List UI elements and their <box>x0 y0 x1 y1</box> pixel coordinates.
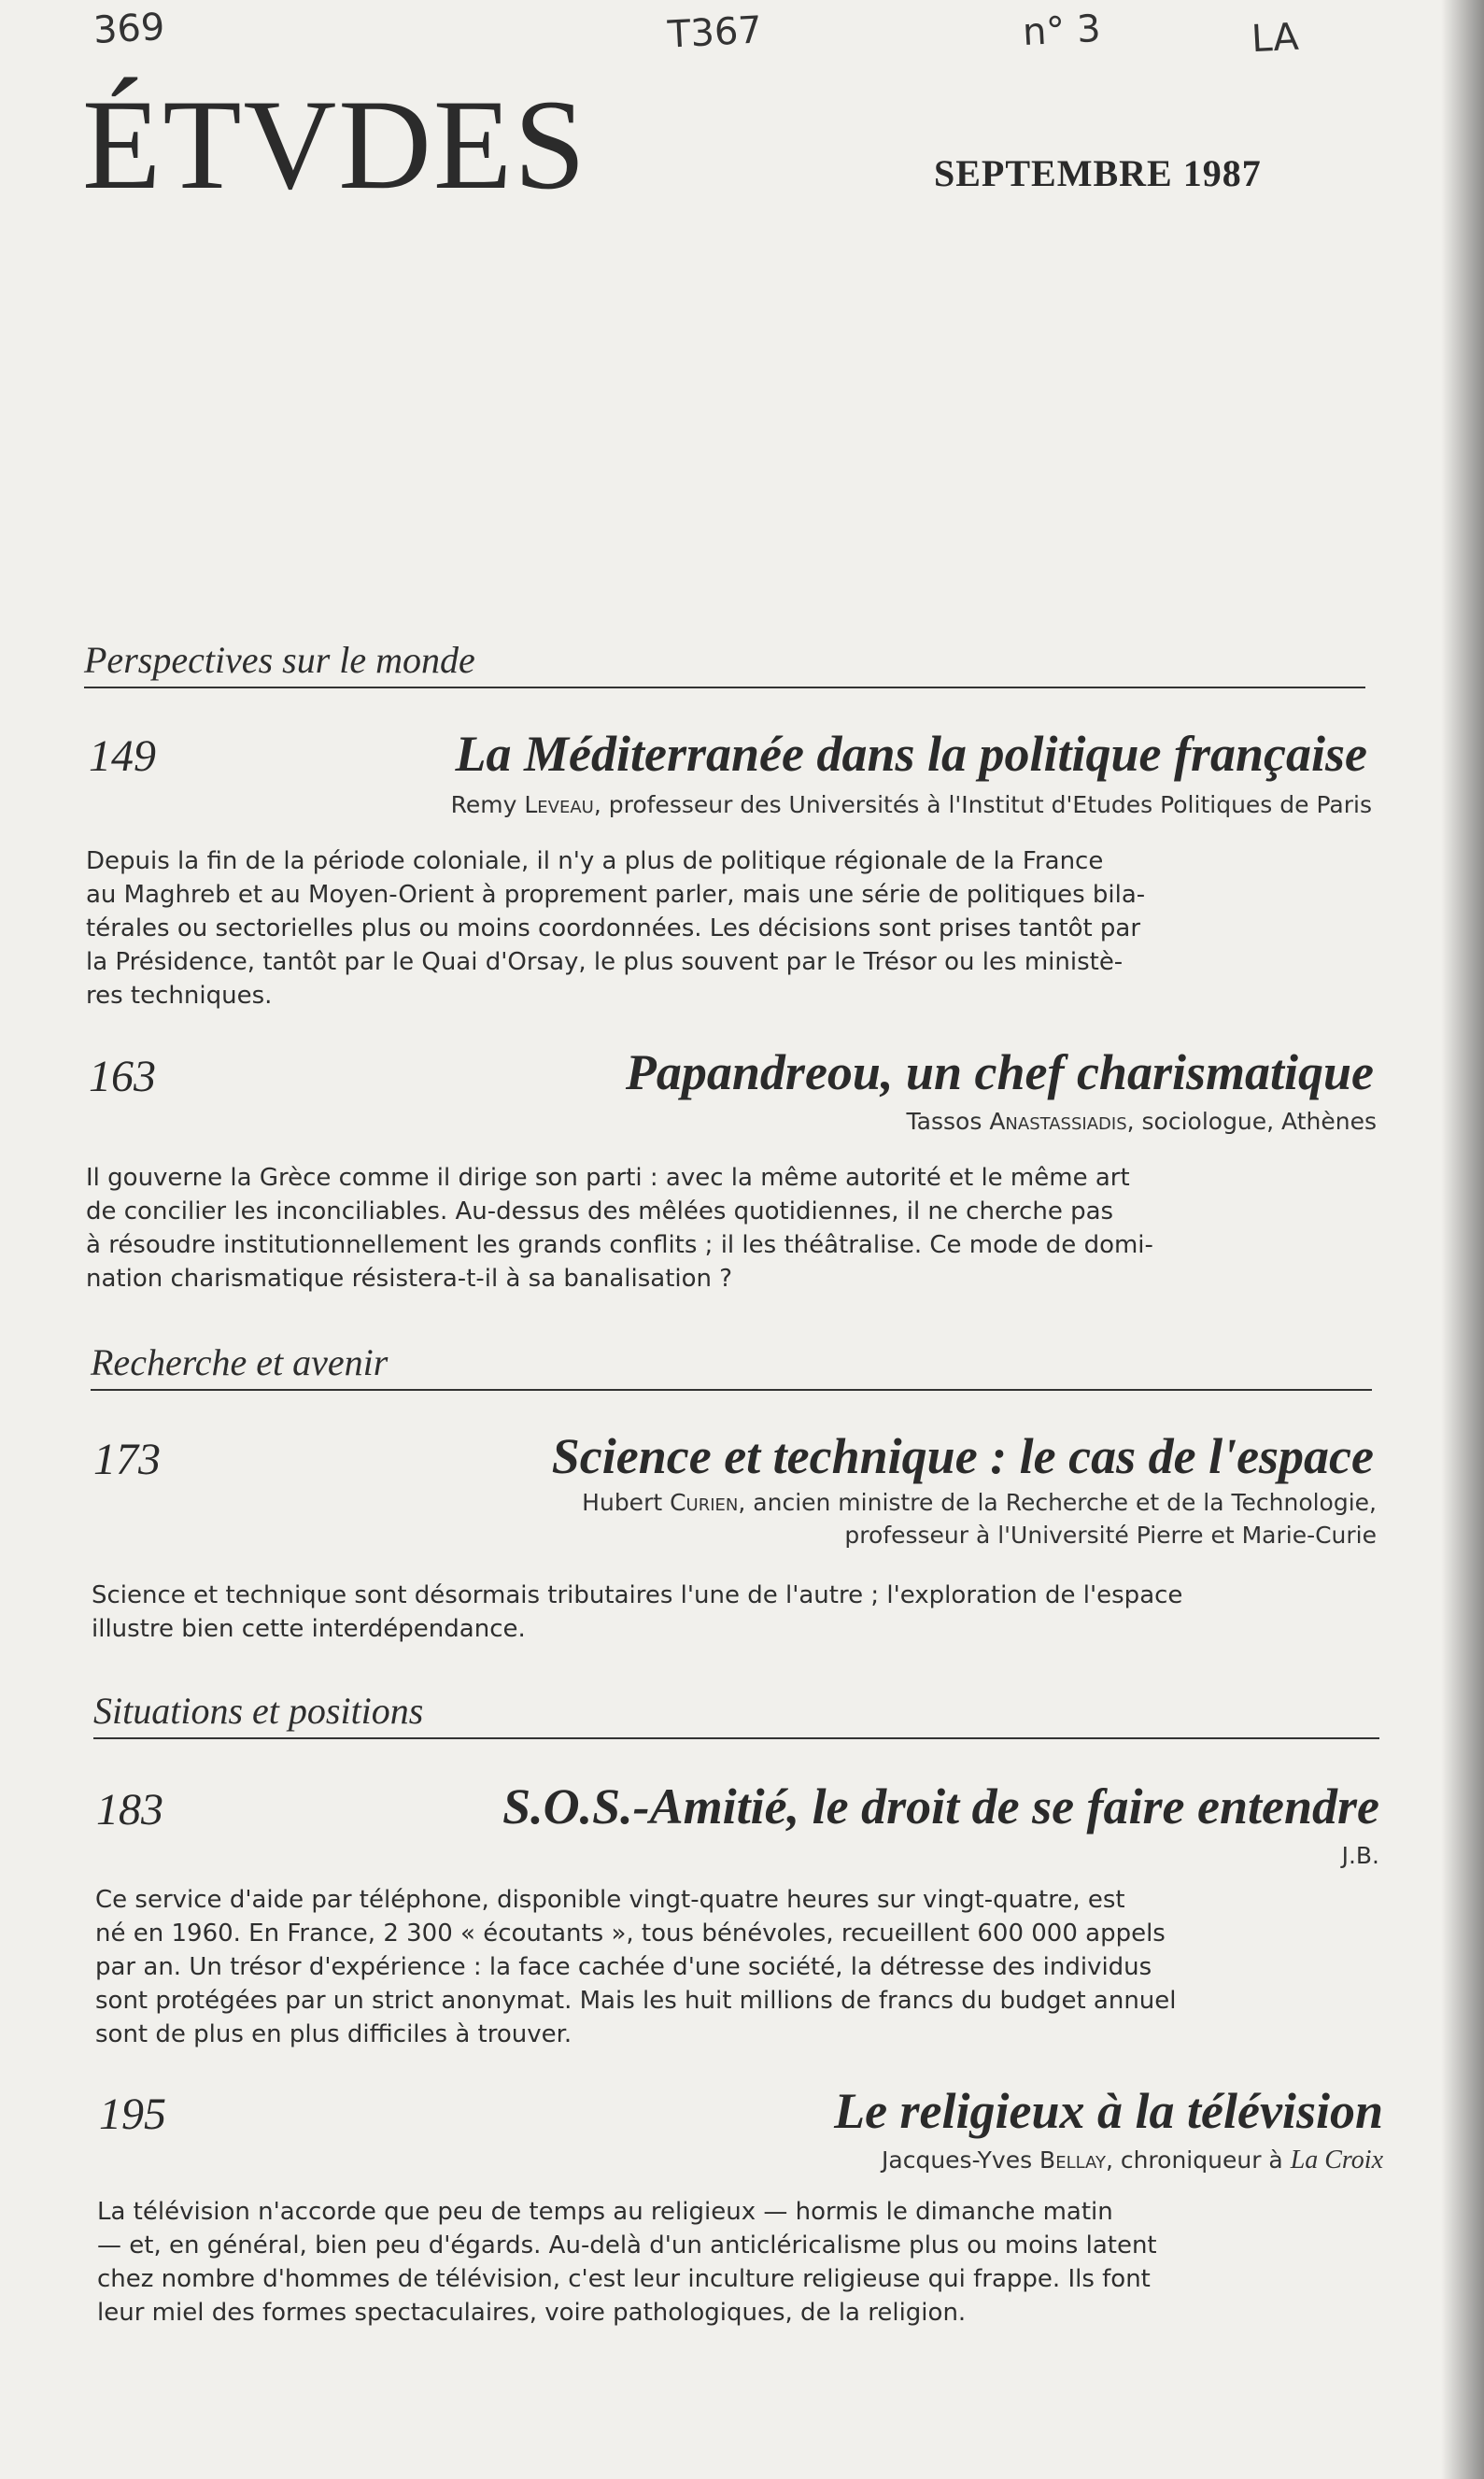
handwritten-note-3: n° 3 <box>1021 7 1102 55</box>
article-page-number: 195 <box>99 2089 166 2139</box>
page-edge-shadow <box>1441 0 1484 2479</box>
article-page-number: 163 <box>89 1052 156 1101</box>
article-author: Jacques-Yves Bellay, chroniqueur à La Croix <box>882 2146 1383 2174</box>
article-title: Le religieux à la télévision <box>834 2083 1383 2139</box>
article-summary: La télévision n'accorde que peu de temps au religieux — hormis le dimanche matin — et, en général, bien peu d'égards. Au-delà d'un anticléricalisme plus ou moins latent chez nombre d'hommes de télévision, c'est leur inculture religieuse qui frappe. Ils font leur miel des formes spectaculaires, voire pathologiques, de la religion. <box>97 2198 1157 2327</box>
article-author-line2: professeur à l'Université Pierre et Marie-Curie <box>844 1522 1377 1549</box>
masthead-title: ÉTVDES <box>82 73 587 216</box>
article-author: Hubert Curien, ancien ministre de la Recherche et de la Technologie, <box>582 1489 1377 1516</box>
section-title-recherche: Recherche et avenir <box>91 1341 389 1383</box>
article-summary: Ce service d'aide par téléphone, disponible vingt-quatre heures sur vingt-quatre, est né en 1960. En France, 2 300 « écoutants », tous bénévoles, recueillent 600 000 appels par an. Un trésor d'expérience : la face cachée d'une société, la détresse des individus sont protégées par un strict anonymat. Mais les huit millions de francs du budget annuel sont de plus en plus difficiles à trouver. <box>95 1886 1177 2048</box>
article-author: J.B. <box>1341 1842 1379 1869</box>
article-page-number: 183 <box>96 1785 163 1834</box>
article-title: Papandreou, un chef charismatique <box>625 1044 1374 1100</box>
article-author: Tassos Anastassiadis, sociologue, Athènes <box>906 1108 1377 1135</box>
section-title-situations: Situations et positions <box>93 1690 424 1732</box>
article-title: S.O.S.-Amitié, le droit de se faire entendre <box>502 1778 1379 1834</box>
handwritten-note-2: T367 <box>666 8 763 57</box>
article-summary: Depuis la fin de la période coloniale, il n'y a plus de politique régionale de la France au Maghreb et au Moyen-Orient à proprement parler, mais une série de politiques bila- térales ou sectorielles plus ou moins coordonnées. Les décisions sont prises tantôt par la Présidence, tantôt par le Quai d'Orsay, le plus souvent par le Trésor ou les ministè- res techniques. <box>86 847 1146 1010</box>
handwritten-note-4: LA <box>1250 15 1300 62</box>
section-rule <box>93 1737 1379 1739</box>
article-summary: Science et technique sont désormais tributaires l'une de l'autre ; l'exploration de l'espace illustre bien cette interdépendance. <box>92 1581 1183 1643</box>
article-author: Remy Leveau, professeur des Universités à l'Institut d'Etudes Politiques de Paris <box>450 791 1372 818</box>
article-summary: Il gouverne la Grèce comme il dirige son parti : avec la même autorité et le même art de concilier les inconciliables. Au-dessus des mêlées quotidiennes, il ne cherche pas à résoudre institutionnellement les grands conflits ; il les théâtralise. Ce mode de domi- nation charismatique résistera-t-il à sa banalisation ? <box>86 1164 1153 1293</box>
article-page-number: 149 <box>89 731 156 781</box>
section-rule <box>84 687 1365 688</box>
article-title: Science et technique : le cas de l'espace <box>551 1428 1374 1484</box>
section-title-perspectives: Perspectives sur le monde <box>84 639 475 681</box>
issue-date: SEPTEMBRE 1987 <box>934 152 1262 194</box>
article-page-number: 173 <box>93 1435 161 1484</box>
article-title: La Méditerranée dans la politique française <box>455 726 1367 782</box>
section-rule <box>91 1389 1372 1391</box>
handwritten-note-1: 369 <box>92 6 166 52</box>
